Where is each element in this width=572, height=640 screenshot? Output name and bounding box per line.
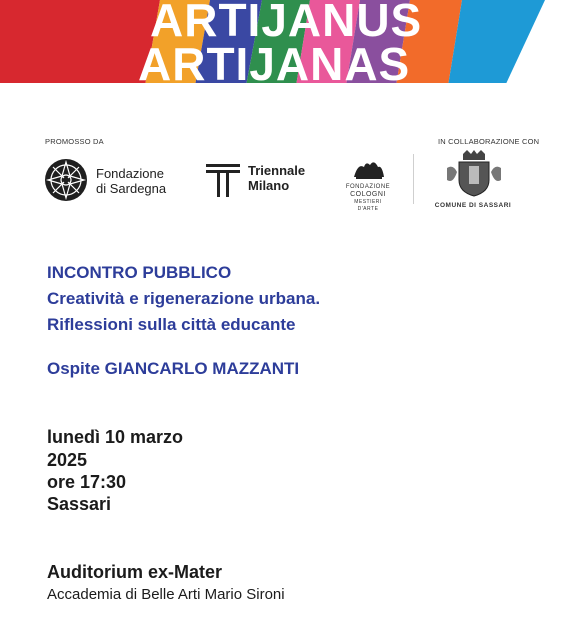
cologni-line1: FONDAZIONE <box>345 184 391 190</box>
partner-divider <box>413 154 414 204</box>
banner-graphic <box>0 0 572 86</box>
event-date: lunedì 10 marzo <box>47 427 184 447</box>
hands-crafting-icon <box>352 157 386 181</box>
cologni-line3: MESTIERI D'ARTE <box>354 199 382 212</box>
comune-sassari-label: COMUNE DI SASSARI <box>434 202 512 209</box>
title-banner <box>0 0 572 86</box>
promoted-by-label: PROMOSSO DA <box>45 137 104 146</box>
banner-line2: ARTIJANAS <box>138 38 411 86</box>
event-guest: Ospite GIANCARLO MAZZANTI <box>47 359 300 378</box>
triennale-line2: Milano <box>248 178 290 193</box>
event-time: ore 17:30 <box>47 472 127 492</box>
event-type: INCONTRO PUBBLICO <box>47 263 232 282</box>
event-title-line1: Creatività e rigenerazione urbana. <box>47 289 321 308</box>
event-title-line2: Riflessioni sulla città educante <box>47 315 296 334</box>
banner-line1: ARTIJANUS <box>150 0 423 46</box>
triennale-t-icon <box>206 164 240 198</box>
coat-of-arms-icon <box>443 150 505 198</box>
collaboration-label: IN COLLABORAZIONE CON <box>438 137 540 146</box>
cologni-line2: COLOGNI <box>350 191 386 198</box>
event-city: Sassari <box>47 494 112 514</box>
triennale-line1: Triennale <box>248 163 306 178</box>
star-rosette-icon <box>44 158 88 202</box>
venue-name: Auditorium ex-Mater <box>47 562 223 582</box>
event-year: 2025 <box>47 450 88 470</box>
fondazione-sardegna-line1: Fondazione <box>96 166 164 181</box>
fondazione-sardegna-line2: di Sardegna <box>96 181 167 196</box>
venue-institution: Accademia di Belle Arti Mario Sironi <box>47 586 285 603</box>
